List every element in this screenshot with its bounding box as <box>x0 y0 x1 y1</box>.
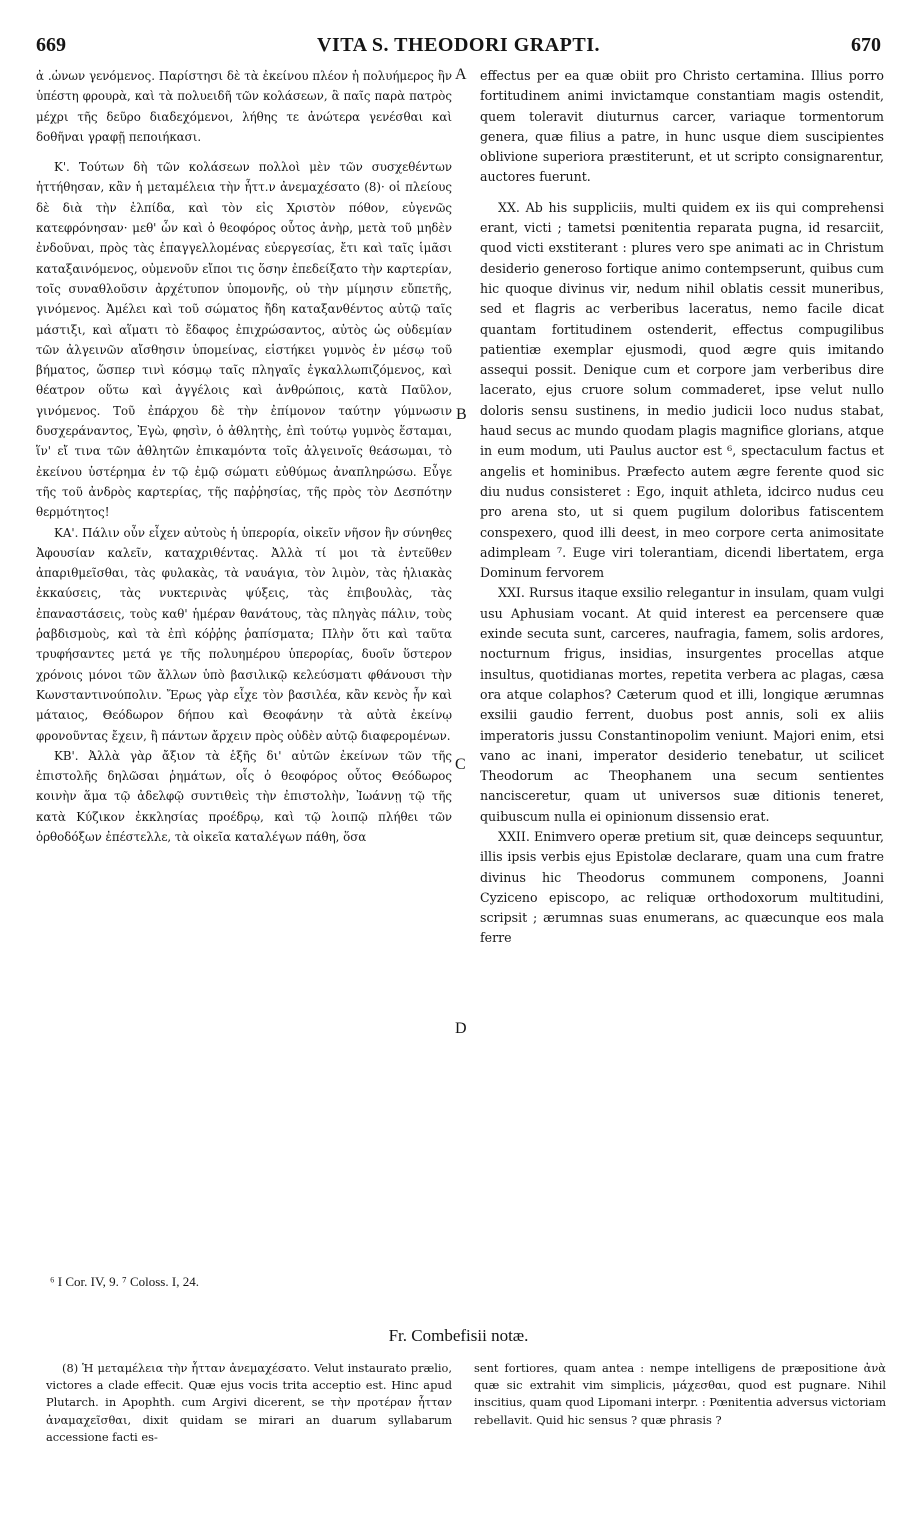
greek-paragraph-21: ΚΑ'. Πάλιν οὖν εἶχεν αὐτοὺς ἡ ὑπερορία, οἰκεῖν νῆσον ἣν σύνηθες Ἀφουσίαν καλεῖν, καταχριθέντας. Ἀλλὰ τί μοι τὰ ἐντεῦθεν ἀπαριθμεῖσθαι, τὰς φυλακὰς, τὰ ναυάγια, τὸν λιμὸν, τὰς ἡλιακὰς ἐκκαύσεις, τὰς νυκτερινὰς ψύξεις, τὰς ἐπιβουλὰς, τὰς ἐπαναστάσεις, τοὺς καθ' ἡμέραν θανάτους, τὰς πληγὰς πάλιν, τοὺς ῥαβδισμοὺς, καὶ τὰ ἐπὶ κόῤῥης ῥαπίσματα; Πλὴν ὅτι καὶ ταῦτα τρυφήσαντες μετά γε τῆς πολυημέρου ὑπερορίας, δυοῖν ὕστερον χρόνοις μόνοι τῶν ἄλλων ὑπὸ βασιλικῷ κελεύσματι φθάνουσι τὴν Κωνσταντινούπολιν. Ἔρως γὰρ εἶχε τὸν βασιλέα, κἂν κενὸς ἦν καὶ μάταιος, Θεόδωρον δήπου καὶ Θεοφάνην τὰ αὐτὰ ἐκείνῳ φρονοῦντας ἔχειν, ἢ πάντων ἄρχειν πρὸς οὐδὲν αὐτῷ διαφερομένων. <box>36 525 452 743</box>
greek-column <box>36 66 452 1268</box>
latin-column <box>480 66 884 1268</box>
section-marker-d: D <box>455 1020 467 1037</box>
note-8-start: (8) Ἡ μεταμέλεια τὴν ἧτταν ἀνεμαχέσατο. Velut instaurato prælio, victores a clade effecit. Quæ ejus vocis trita acceptio est. Hinc apud Plutarch. in Apophth. cum Argivi dicerent, se τὴν προτέραν ἧτταν ἀναμαχεῖσθαι, dixit quidam se mirari an duarum syllabarum accessione facti es- <box>46 1361 452 1444</box>
notes-right-column <box>474 1360 886 1530</box>
greek-paragraph-20: Κ'. Τούτων δὴ τῶν κολάσεων πολλοὶ μὲν τῶν συσχεθέντων ἡττήθησαν, κἂν ἡ μεταμέλεια τὴν ἧττ.ν ἀνεμαχέσατο (8)· οἱ πλείους δὲ διὰ τὴν ἐλπίδα, καὶ τὸν εἰς Χριστὸν πόθον, εὐγενῶς κατεφρόνησαν· μεθ' ὧν καὶ ὁ θεοφόρος οὗτος ἀνὴρ, μετὰ τοῦ μηδὲν ἐνδοῦναι, πρὸς τὰς ἐπαγγελλομένας εὐεργεσίας, ἔτι καὶ ταῖς ἱμᾶσι καταξαινόμενος, οὐμενοῦν εἴποι τις ὅσην ἐπεδείξατο τὴν καρτερίαν, τοῖς συναθλοῦσιν ἀρχέτυπον ὑπομονῆς, οὐ τὴν μίμησιν εὔπετῆς, γινόμενος. Ἀμέλει καὶ τοῦ σώματος ἤδη καταξανθέντος αὐτῷ ταῖς μάστιξι, καὶ αἵματι τὸ ἔδαφος ἐπιχρώσαντος, αὐτὸς ὡς οὐδεμίαν τῶν ἀλγεινῶν αἴσθησιν ὑπομείνας, εἱστήκει γυμνὸς ἐν μέσῳ τοῦ βήματος, ὥσπερ τινὶ κόσμῳ ταῖς πληγαῖς ἐγκαλλωπιζόμενος, καὶ θέατρον οὕτω καὶ ἀγγέλοις καὶ ἀνθρώποις, κατὰ Παῦλον, γινόμενος. Τοῦ ἐπάρχου δὲ τὴν ἐπίμονον ταύτην γύμνωσιν δυσχεράναντος, Ἐγὼ, φησὶν, ὁ ἀθλητὴς, ἐπὶ τούτῳ γυμνὸς ἕσταμαι, ἵν' εἴ τινα τῶν ἀθλητῶν ἐπικαμόντα τοῖς ἀλγεινοῖς θεάσωμαι, τὸ ἐκείνου ὑστέρημα ἐν τῷ ἐμῷ σώματι εὐθύμως ἀναπληρώσω. Εὖγε τῆς τοῦ ἀνδρὸς καρτερίας, τῆς παῤῥησίας, τῆς πρὸς τὸν Δεσπότην θερμότητος! <box>36 160 452 520</box>
latin-paragraph-intro: effectus per ea quæ obiit pro Christo certamina. Illius porro fortitudinem animi invictamque constantiam magis ostendit, quem toleravit diuturnus carcer, variaque tormentorum genera, quæ filius a patre, in hunc usque diem suscipientes oblivione superiora præstiterunt, et ut scripto consignarentur, auctores fuerunt. <box>480 68 884 185</box>
scripture-footnote: ⁶ I Cor. IV, 9. ⁷ Coloss. I, 24. <box>50 1274 199 1289</box>
page-number-right: 670 <box>851 34 881 56</box>
notes-left-column <box>46 1360 452 1530</box>
latin-paragraph-21: XXI. Rursus itaque exsilio relegantur in insulam, quam vulgi usu Aphusiam vocant. At quid interest ea percensere quæ exinde secuta sunt, carceres, naufragia, famem, solis ardores, nocturnum frigus, insidias, insurgentes procellas atque insultus, quotidianas mortes, repetita verbera ac plagas, cæsa ora atque colaphos? Cæterum quod et illi, longique ærumnas exsilii gaudio ferrent, duobus post annis, soli ex aliis imperatoris jussu Constantinopolim veniunt. Majori enim, etsi vano ac inani, imperator desiderio tenebatur, ut scilicet Theodorum ac Theophanem una secum sentientes nancisceretur, quam ut universos suæ ditionis teneret, quibuscum nulla ei opinionum dissensio erat. <box>480 585 884 824</box>
note-8-continuation: sent fortiores, quam antea : nempe intelligens de præpositione ἀνὰ quæ sic extrahit vim simplicis, μάχεσθαι, quod est pugnare. Nihil inscitius, quam quod Lipomani interpr. : Pœnitentia adversus victoriam rebellavit. Quid hic sensus ? quæ phrasis ? <box>474 1361 886 1427</box>
greek-paragraph-22: ΚΒ'. Ἀλλὰ γὰρ ἄξιον τὰ ἑξῆς δι' αὐτῶν ἐκείνων τῶν τῆς ἐπιστολῆς δηλῶσαι ῥημάτων, οἷς ὁ θεοφόρος οὗτος Θεόδωρος κοινὴν ἅμα τῷ ἀδελφῷ συντιθεὶς τὴν ἐπιστολὴν, Ἰωάννῃ τῷ τῆς κατὰ Κύζικον ἐκκλησίας προέδρῳ, καὶ τῷ λοιπῷ πλήθει τῶν ὀρθοδόξων ἐπέστελλε, τὰ οἰκεῖα καταλέγων πάθη, ὅσα <box>36 748 452 844</box>
greek-paragraph-intro: ἀ .ὡνων γενόμενος. Παρίστησι δὲ τὰ ἐκείνου πλέον ἡ πολυήμερος ἣν ὑπέστη φρουρὰ, καὶ τὰ πολυειδῆ τῶν κολάσεων, ἃ παῖς παρὰ πατρὸς μέχρι τῆς δεῦρο διαδεχόμενοι, λήθης τε ἀνώτερα γενέσθαι καὶ δοθῆναι γραφῇ πεποιήκασι. <box>36 69 452 144</box>
section-marker-b: B <box>456 406 467 423</box>
page-number-left: 669 <box>36 34 66 56</box>
section-marker-c: C <box>455 756 466 773</box>
notes-heading: Fr. Combefisii notæ. <box>388 1326 529 1345</box>
running-title: VITA S. THEODORI GRAPTI. <box>317 34 600 56</box>
running-header <box>30 34 887 60</box>
latin-paragraph-20: XX. Ab his suppliciis, multi quidem ex iis qui comprehensi erant, victi ; tametsi pœnitentia reparata pugna, id resarciit, quod victi exstiterant : plures vero spe animati ac in Christum desiderio generoso fortique animo contempserunt, quibus cum hic quoque divinus vir, nedum nihil oblatis cessit muneribus, sed et flagris ac verberibus laceratus, nemo facile dicat quantam fortitudinem ostenderit, effectus compugilibus patientiæ exemplar ejusmodi, quod ægre quis imitando assequi possit. Denique cum et corpore jam verberibus dire lacerato, ejus cruore solum commaderet, ipse velut nullo doloris sensu sustinens, in medio judicii loco nudus stabat, haud secus ac mundo quodam plagis magnifice glorians, atque in eum modum, uti Paulus auctor est ⁶, spectaculum factus et angelis et hominibus. Præfecto autem ægre ferente quod sic diu nudus consisteret : Ego, inquit athleta, idcirco nudus ceu pro arena sto, ut si quem pugilum doloribus fatiscentem conspexero, quod illi deest, in meo corpore certa animositate adimpleam ⁷. Euge viri tolerantiam, dicendi libertatem, erga Dominum fervorem <box>480 199 884 581</box>
latin-paragraph-22: XXII. Enimvero operæ pretium sit, quæ deinceps sequuntur, illis ipsis verbis ejus Epistolæ declarare, quam una cum fratre divinus hic Theodorus communem componens, Joanni Cyziceno episcopo, ac reliquæ orthodoxorum multitudini, scripsit ; ærumnas suas enumerans, ac quæcunque eos mala ferre <box>480 828 884 946</box>
section-marker-a: A <box>455 66 467 83</box>
